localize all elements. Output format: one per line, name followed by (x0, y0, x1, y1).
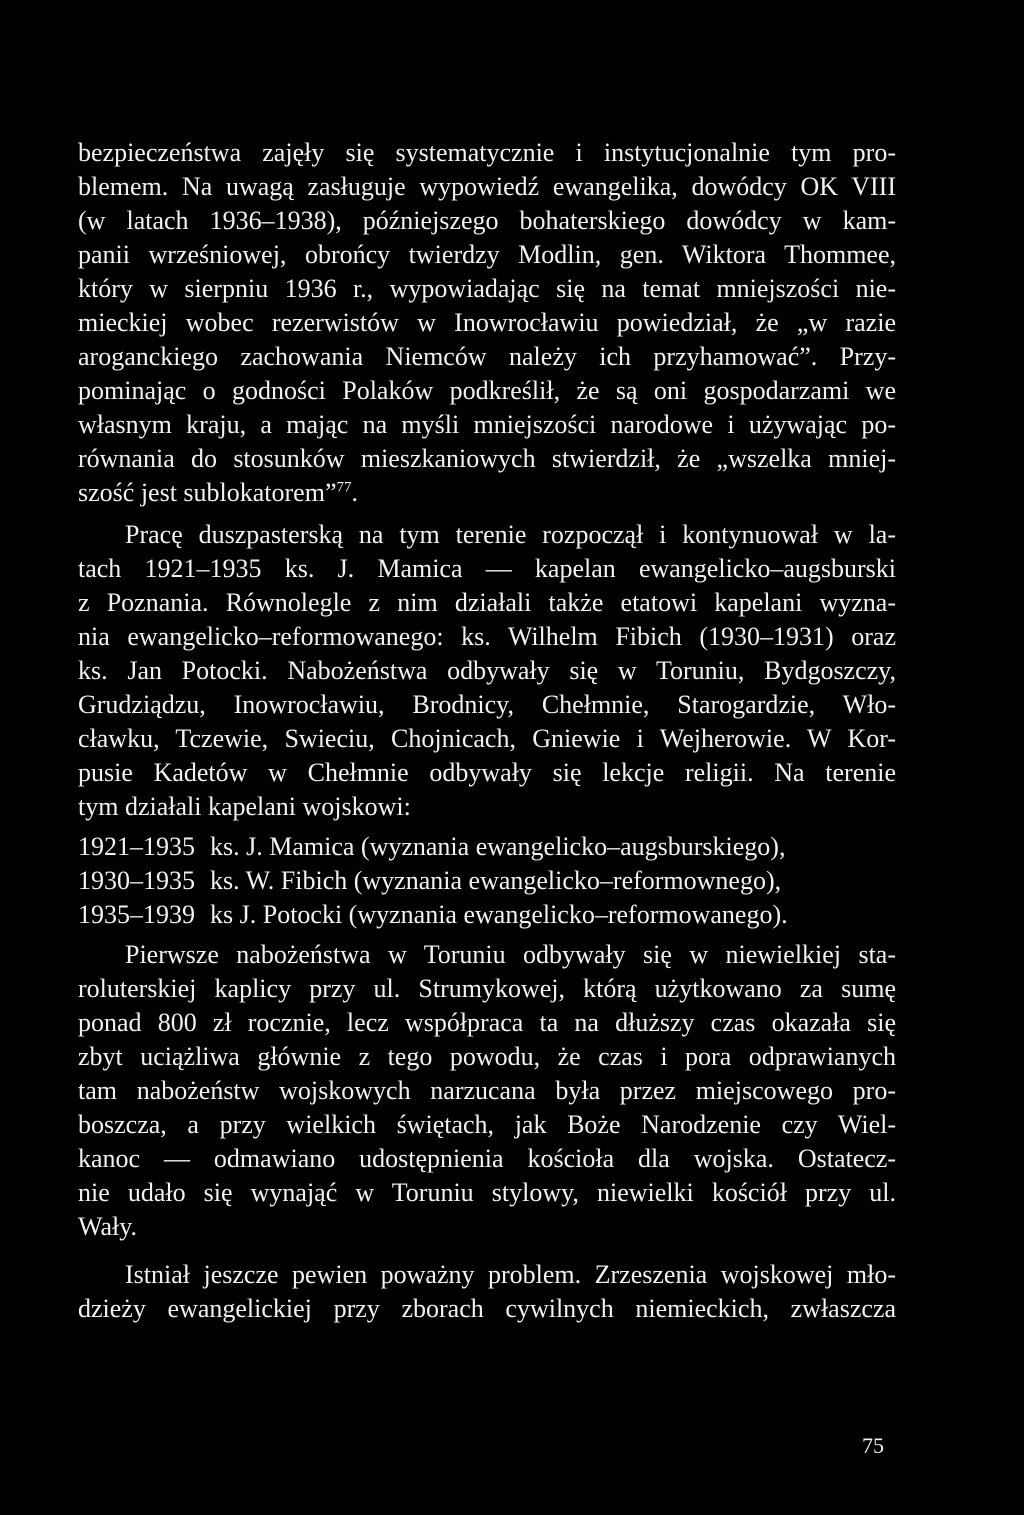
text-line: dzieży ewangelickiej przy zborach cywilnych niemieckich, zwłaszcza (78, 1294, 896, 1323)
chaplain-text: ks. W. Fibich (wyznania ewangelicko–reformownego), (210, 866, 782, 895)
chaplain-text: ks J. Potocki (wyznania ewangelicko–reformowanego). (210, 900, 788, 929)
text-line: blemem. Na uwagą zasługuje wypowiedź ewangelika, dowódcy OK VIII (78, 172, 896, 201)
text-line: (w latach 1936–1938), późniejszego bohaterskiego dowódcy w kam- (78, 206, 896, 235)
text-line-last (78, 476, 896, 510)
chaplain-years: 1935–1939 (78, 900, 195, 929)
text-line: pusie Kadetów w Chełmnie odbywały się lekcje religii. Na terenie (78, 758, 896, 787)
footnote-reference[interactable]: 77 (336, 479, 352, 496)
text-line: Pierwsze nabożeństwa w Toruniu odbywały się w niewielkiej sta- (125, 940, 896, 969)
chaplain-text: ks. J. Mamica (wyznania ewangelicko–augsburskiego), (210, 832, 786, 861)
page-number: 75 (862, 1433, 884, 1458)
text-line: nie udało się wynająć w Toruniu stylowy, niewielki kościół przy ul. (78, 1178, 896, 1207)
text-line: Pracę duszpasterską na tym terenie rozpoczął i kontynuował w la- (125, 520, 896, 549)
chaplain-row (78, 830, 896, 864)
text-line: z Poznania. Równolegle z nim działali także etatowi kapelani wyzna- (78, 588, 896, 617)
text-fragment: . (351, 478, 358, 507)
text-line-last: tym działali kapelani wojskowi: (78, 792, 411, 821)
text-line: zbyt uciążliwa głównie z tego powodu, że czas i pora odprawianych (78, 1042, 896, 1071)
text-line: nia ewangelicko–reformowanego: ks. Wilhelm Fibich (1930–1931) oraz (78, 622, 896, 651)
text-line: tam nabożeństw wojskowych narzucana była przez miejscowego pro- (78, 1076, 896, 1105)
text-line: mieckiej wobec rezerwistów w Inowrocławiu powiedział, że „w razie (78, 308, 896, 337)
text-line: Istniał jeszcze pewien poważny problem. Zrzeszenia wojskowej mło- (125, 1260, 896, 1289)
text-line: pominając o godności Polaków podkreślił, że są oni gospodarzami we (78, 376, 896, 405)
chaplain-row (78, 864, 896, 898)
text-line: roluterskiej kaplicy przy ul. Strumykowej, którą użytkowano za sumę (78, 974, 896, 1003)
text-line: ponad 800 zł rocznie, lecz współpraca ta na dłuższy czas okazała się (78, 1008, 896, 1037)
chaplain-row (78, 898, 896, 932)
text-line: Grudziądzu, Inowrocławiu, Brodnicy, Chełmnie, Starogardzie, Wło- (78, 690, 896, 719)
text-line: równania do stosunków mieszkaniowych stwierdził, że „wszelka mniej- (78, 444, 896, 473)
text-line: panii wrześniowej, obrońcy twierdzy Modlin, gen. Wiktora Thommee, (78, 240, 896, 269)
text-line: ks. Jan Potocki. Nabożeństwa odbywały się w Toruniu, Bydgoszczy, (78, 656, 896, 685)
text-line: aroganckiego zachowania Niemców należy ich przyhamować”. Przy- (78, 342, 896, 371)
chaplain-years: 1921–1935 (78, 832, 195, 861)
text-line: który w sierpniu 1936 r., wypowiadając się na temat mniejszości nie- (78, 274, 896, 303)
text-line: boszcza, a przy wielkich świętach, jak Boże Narodzenie czy Wiel- (78, 1110, 896, 1139)
text-line: własnym kraju, a mając na myśli mniejszości narodowe i używając po- (78, 410, 896, 439)
text-fragment: szość jest sublokatorem” (78, 478, 337, 507)
chaplain-years: 1930–1935 (78, 866, 195, 895)
text-line: cławku, Tczewie, Swieciu, Chojnicach, Gniewie i Wejherowie. W Kor- (78, 724, 896, 753)
text-line-last: Wały. (78, 1212, 138, 1241)
text-line: kanoc — odmawiano udostępnienia kościoła dla wojska. Ostatecz- (78, 1144, 896, 1173)
text-line: tach 1921–1935 ks. J. Mamica — kapelan ewangelicko–augsburski (78, 554, 896, 583)
text-line: bezpieczeństwa zajęły się systematycznie i instytucjonalnie tym pro- (78, 138, 896, 167)
